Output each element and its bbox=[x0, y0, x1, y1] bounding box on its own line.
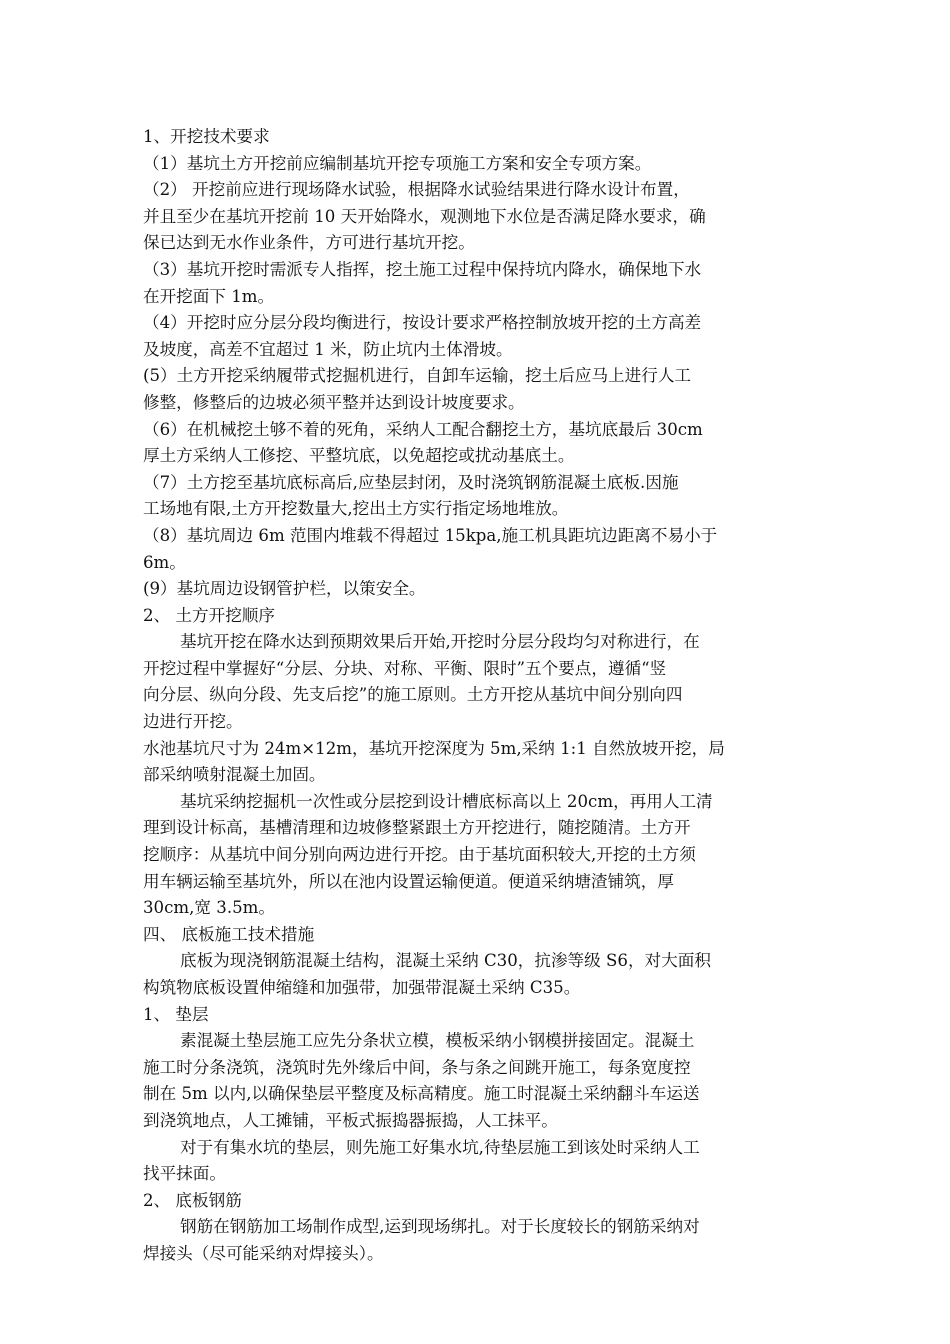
text-line: 在开挖面下 1m。 bbox=[143, 286, 275, 306]
text-line: 2、 底板钢筋 bbox=[143, 1190, 242, 1210]
text-line: （2） 开挖前应进行现场降水试验，根据降水试验结果进行降水设计布置， bbox=[143, 180, 690, 200]
text-line: 并且至少在基坑开挖前 10 天开始降水，观测地下水位是否满足降水要求，确 bbox=[143, 206, 706, 226]
text-line: 用车辆运输至基坑外，所以在池内设置运输便道。便道采纳塘渣铺筑，厚 bbox=[143, 871, 674, 891]
text-line: 部采纳喷射混凝土加固。 bbox=[143, 765, 326, 785]
text-line: （1）基坑土方开挖前应编制基坑开挖专项施工方案和安全专项方案。 bbox=[143, 153, 652, 173]
text-line: （3）基坑开挖时需派专人指挥，挖土施工过程中保持坑内降水，确保地下水 bbox=[143, 259, 702, 279]
document-body bbox=[143, 124, 813, 1268]
text-line: 找平抹面。 bbox=[143, 1164, 226, 1184]
text-line: 开挖过程中掌握好“分层、分块、对称、平衡、限时”五个要点，遵循“竖 bbox=[143, 658, 667, 678]
text-line: (9）基坑周边设钢管护栏，以策安全。 bbox=[143, 579, 426, 599]
text-line: （8）基坑周边 6m 范围内堆载不得超过 15kpa,施工机具距坑边距离不易小于 bbox=[143, 525, 718, 545]
text-line: 焊接头（尽可能采纳对焊接头）。 bbox=[143, 1243, 384, 1263]
text-line: 四、 底板施工技术措施 bbox=[143, 924, 315, 944]
text-line: 到浇筑地点，人工摊铺，平板式振捣器振捣，人工抹平。 bbox=[143, 1110, 558, 1130]
text-line: （7）土方挖至基坑底标高后,应垫层封闭，及时浇筑钢筋混凝土底板.因施 bbox=[143, 472, 679, 492]
text-line: 向分层、纵向分段、先支后挖”的施工原则。土方开挖从基坑中间分别向四 bbox=[143, 685, 683, 705]
text-line: 施工时分条浇筑，浇筑时先外缘后中间，条与条之间跳开施工，每条宽度控 bbox=[143, 1057, 691, 1077]
text-line: 厚土方采纳人工修挖、平整坑底，以免超挖或扰动基底土。 bbox=[143, 446, 575, 466]
text-line: 6m。 bbox=[143, 552, 186, 572]
text-line: 修整，修整后的边坡必须平整并达到设计坡度要求。 bbox=[143, 392, 525, 412]
text-line: 边进行开挖。 bbox=[143, 712, 243, 732]
text-line: 制在 5m 以内,以确保垫层平整度及标高精度。施工时混凝土采纳翻斗车运送 bbox=[143, 1084, 700, 1104]
text-line: 30cm,宽 3.5m。 bbox=[143, 898, 276, 918]
text-line: 挖顺序：从基坑中间分别向两边进行开挖。由于基坑面积较大,开挖的土方须 bbox=[143, 845, 696, 865]
text-line: 基坑采纳挖掘机一次性或分层挖到设计槽底标高以上 20cm，再用人工清 bbox=[180, 791, 713, 811]
text-line: 构筑物底板设置伸缩缝和加强带，加强带混凝土采纳 C35。 bbox=[143, 978, 581, 997]
text-line: 工场地有限,土方开挖数量大,挖出土方实行指定场地堆放。 bbox=[143, 499, 569, 519]
text-line: 对于有集水坑的垫层，则先施工好集水坑,待垫层施工到该处时采纳人工 bbox=[180, 1137, 700, 1157]
text-line: 素混凝土垫层施工应先分条状立模，模板采纳小钢模拼接固定。混凝土 bbox=[180, 1031, 695, 1051]
text-line: 理到设计标高，基槽清理和边坡修整紧跟土方开挖进行，随挖随清。土方开 bbox=[143, 818, 691, 838]
text-line: 基坑开挖在降水达到预期效果后开始,开挖时分层分段均匀对称进行，在 bbox=[180, 632, 700, 652]
text-line: 保已达到无水作业条件，方可进行基坑开挖。 bbox=[143, 233, 475, 253]
text-line: 底板为现浇钢筋混凝土结构，混凝土采纳 C30，抗渗等级 S6，对大面积 bbox=[180, 951, 711, 971]
text-line: (5）土方开挖采纳履带式挖掘机进行，自卸车运输，挖土后应马上进行人工 bbox=[143, 366, 692, 386]
text-line: 1、 垫层 bbox=[143, 1004, 209, 1024]
text-line: （6）在机械挖土够不着的死角，采纳人工配合翻挖土方，基坑底最后 30cm bbox=[143, 419, 703, 439]
text-line: （4）开挖时应分层分段均衡进行，按设计要求严格控制放坡开挖的土方高差 bbox=[143, 313, 702, 333]
text-line: 水池基坑尺寸为 24m×12m，基坑开挖深度为 5m,采纳 1:1 自然放坡开挖，局 bbox=[143, 738, 725, 758]
text-line: 1、开挖技术要求 bbox=[143, 127, 270, 146]
text-line: 及坡度，高差不宜超过 1 米，防止坑内土体滑坡。 bbox=[143, 339, 513, 359]
text-line: 2、 土方开挖顺序 bbox=[143, 605, 275, 625]
text-line: 钢筋在钢筋加工场制作成型,运到现场绑扎。对于长度较长的钢筋采纳对 bbox=[180, 1217, 700, 1237]
